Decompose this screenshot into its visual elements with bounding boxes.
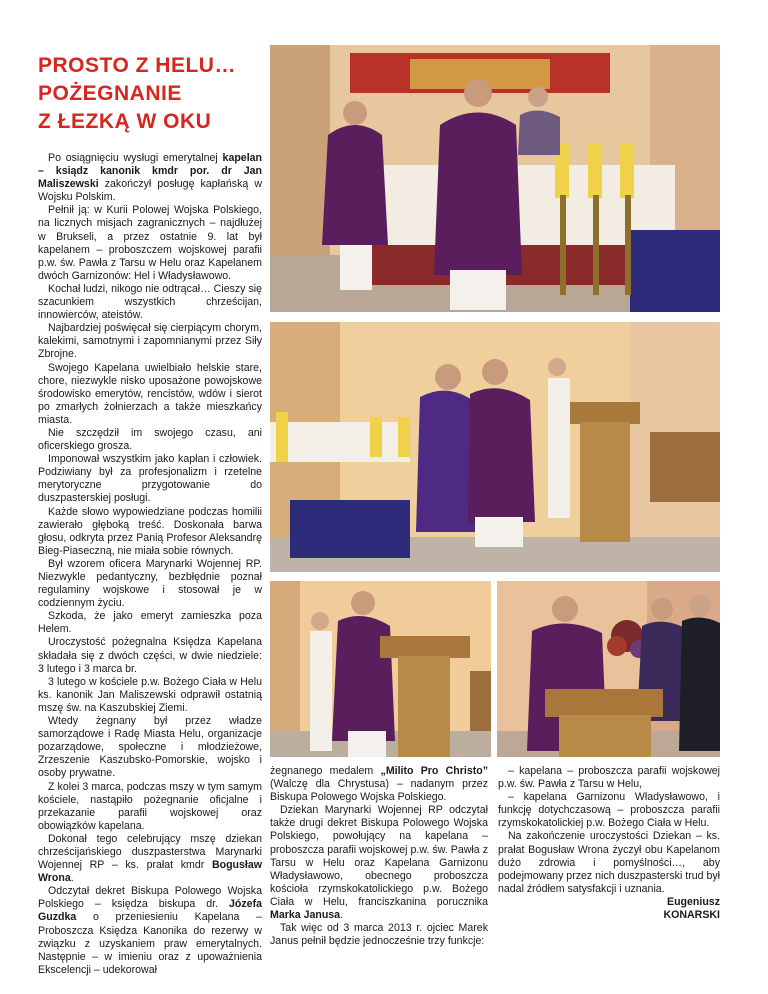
- emphasis: Marka Janusa: [270, 909, 341, 922]
- paragraph: Każde słowo wypowiedziane podczas homilii zawierało głęboką treść. Doskonała barwa głosu, odkryta przez Panią Profesor Aleksandrę Bieg-Piaseczną, nie miała sobie równych.: [38, 505, 262, 557]
- paragraph: Pełnił ją: w Kurii Polowej Wojska Polskiego, na licznych misjach zagranicznych – najdłużej w Brukseli, a przez ostatnie 9. lat był kapelanem – proboszczem wojskowej parafii p.w. św. Pawła z Tarsu w Helu oraz Kapelanem dwóch Garnizonów: Hel i Władysławowo.: [38, 204, 262, 282]
- emphasis: Józefa Guzdka: [38, 898, 262, 924]
- photo-altar-mass: [270, 45, 720, 312]
- author-signature: [498, 896, 720, 922]
- paragraph: żegnanego medalem „Milito Pro Christo” (Walczę dla Chrystusa) – nadanym przez Biskupa Polowego Wojska Polskiego.: [270, 765, 489, 804]
- article-title: [38, 52, 258, 136]
- paragraph: – kapelana Garnizonu Władysławowo, i funkcję dotychczasową – proboszcza parafii rzymskokatolickiej p.w. Bożego Ciała w Helu.: [498, 791, 720, 830]
- paragraph: Najbardziej poświęcał się cierpiącym chorym, kalekimi, samotnymi i zapomnianymi przez Siły Zbrojne.: [38, 322, 262, 361]
- paragraph: Po osiągnięciu wysługi emerytalnej kapelan – ksiądz kanonik kmdr por. dr Jan Maliszewski zakończył posługę kapłańską w Wojsku Polskim.: [38, 152, 262, 204]
- paragraph: Szkoda, że jako emeryt zamieszka poza Helem.: [38, 610, 262, 636]
- paragraph: 3 lutego w kościele p.w. Bożego Ciała w Helu ks. kanonik Jan Maliszewski odprawił ostatnią mszę św. na Kaszubskiej Ziemi.: [38, 675, 262, 714]
- paragraph: Był wzorem oficera Marynarki Wojennej RP. Niezwykle pedantyczny, bezbłędnie poznał regulaminy wojskowe i stosował je w codziennym życiu.: [38, 557, 262, 610]
- paragraph: Dokonał tego celebrujący mszę dziekan chrześcijańskiego duszpasterstwa Marynarki Wojennej RP – ks. prałat kmdr Bogusław Wrona.: [38, 832, 262, 885]
- paragraph: Kochał ludzi, nikogo nie odtrącał… Cieszy się szacunkiem wszystkich chrześcijan, innowierców, ateistów.: [38, 282, 262, 322]
- author-last-name: KONARSKI: [663, 909, 720, 922]
- paragraph: Z kolei 3 marca, podczas mszy w tym samym kościele, nastąpiło pożegnanie oficjalne i przekazanie parafii wojskowej oraz obowiązków kapelana.: [38, 780, 262, 832]
- paragraph: Tak więc od 3 marca 2013 r. ojciec Marek Janus pełnił będzie jednocześnie trzy funkcje:: [270, 922, 488, 948]
- paragraph: Nie szczędził im swojego czasu, ani oficerskiego grosza.: [38, 426, 262, 453]
- title-line-1: PROSTO Z HELU…: [38, 54, 236, 77]
- article-column-3: [498, 765, 720, 922]
- emphasis: kapelan – ksiądz kanonik kmdr por. dr Jan Maliszewski: [38, 152, 262, 191]
- author-first-name: Eugeniusz: [667, 895, 720, 908]
- article-column-1: [38, 152, 262, 977]
- emphasis: Bogusław Wrona: [38, 859, 262, 885]
- paragraph: Imponował wszystkim jako kapłan i człowiek. Podziwiany był za profesjonalizm i rzetelne merytoryczne przygotowanie do duszpasterskiej posługi.: [38, 453, 262, 505]
- paragraph: Na zakończenie uroczystości Dziekan – ks. prałat Bogusław Wrona życzył obu Kapelanom dużo zdrowia i pomyślności…, aby podejmowany przez nich duszpasterski trud był nadal źródłem satysfakcji i uznania.: [498, 830, 720, 895]
- paragraph: Uroczystość pożegnalna Księdza Kapelana składała się z dwóch części, w dwie niedziele: 3 lutego i 3 marca br.: [38, 636, 262, 675]
- photo-homily-lectern: [270, 581, 491, 757]
- emphasis: „Milito Pro Christo”: [380, 765, 489, 777]
- paragraph: – kapelana – proboszcza parafii wojskowej p.w. św. Pawła z Tarsu w Helu,: [498, 765, 720, 791]
- article-column-2: [270, 765, 488, 948]
- photo-flower-presentation: [497, 581, 720, 757]
- paragraph: Swojego Kapelana uwielbiało helskie stare, chore, niezwykle nisko uposażone powojskowe środowisko emerytów, rencistów, wdów i sierot po zmarłych żołnierzach a także mieszkańcy miasta.: [38, 361, 262, 426]
- paragraph: Wtedy żegnany był przez władze samorządowe i Radę Miasta Helu, organizacje pozarządowe, społeczne i młodzieżowe, Zrzeszenie Kaszubsko-Pomorskie, wojsko i osoby prywatne.: [38, 715, 262, 780]
- photo-farewell-embrace: [270, 322, 720, 572]
- title-line-3: Z ŁEZKĄ W OKU: [38, 110, 212, 133]
- title-line-2: POŻEGNANIE: [38, 82, 182, 105]
- paragraph: Odczytał dekret Biskupa Polowego Wojska Polskiego – księdza biskupa dr. Józefa Guzdka o przeniesieniu Kapelana – Proboszcza Księdza Kanonika do rezerwy w związku z uzyskaniem praw emerytalnych. Następnie – w imieniu oraz z upoważnienia Ekscelencji – udekorował: [38, 885, 262, 976]
- paragraph: Dziekan Marynarki Wojennej RP odczytał także drugi dekret Biskupa Polowego Wojska Polskiego, powołujący na kapelana – proboszcza parafii wojskowej p.w. św. Pawła z Tarsu w Helu oraz Kapelana Garnizonu Władysławowo, obecnego proboszcza kościoła rzymskokatolickiego p.w. Bożego Ciała w Helu, franciszkanina porucznika Marka Janusa.: [270, 804, 488, 922]
